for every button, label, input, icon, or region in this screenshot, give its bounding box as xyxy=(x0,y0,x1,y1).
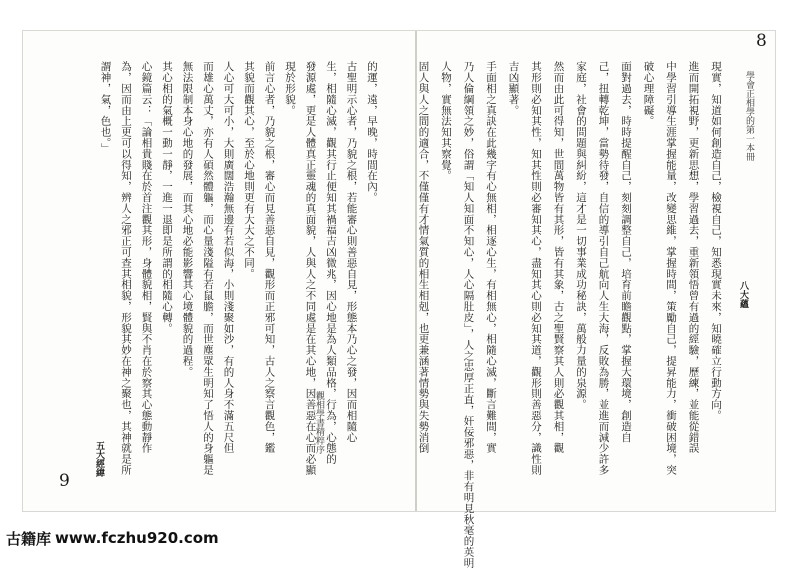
text-column: 發源處，更是人體真正靈魂的真面貌，人與人之不同處是在其心地，因善惡在心而必顯 xyxy=(304,61,317,476)
text-column: 的運，遠，早晚，時間在內。 xyxy=(366,61,378,203)
text-column: 而雄心萬丈，亦有人碩然體軀，而心量淺隘有若鼠膽，而世塵眾生明知了悟人的身軀是 xyxy=(202,61,214,476)
text-column: 乃人倫綱領之妙，俗謂「知人知面不知心，人心隔肚皮」，人之忠厚正直，奸佞邪惡，非有明見秋毫的英明 xyxy=(462,61,475,568)
right-page-number: 8 xyxy=(756,31,767,51)
watermark-site-name: 古籍库 xyxy=(6,529,52,548)
text-column: 為，因而由上更可以得知，辨人之邪正可查其相貌，形貌其妙在神之聚也，其神就是所 xyxy=(120,61,132,476)
text-column: 心鏡篇云：「論相貴賤在於首注觀其形，身體貌相，賢與不肖在於察其心態動靜作 xyxy=(140,61,153,454)
text-column: 吉凶顯著。 xyxy=(507,61,520,116)
right-page-header: 學會正相學的第一本冊 xyxy=(744,71,754,161)
text-column: 其心相的氣概一動一靜，一進一退即是所謂的相隨心轉。 xyxy=(161,61,173,334)
text-column: 現於形貌。 xyxy=(284,61,296,116)
text-column: 古聖明示心者，乃貌之根，若能審心則善惡自見，形態本乃心之發，因而相隨心 xyxy=(345,61,358,443)
text-column: 人心可大可小，大則廣闊浩瀚無邊有若似海，小則淺聚如沙，有的人身不滿五尺但 xyxy=(222,61,235,454)
watermark-url: www.fczhu920.com xyxy=(55,529,219,547)
right-corner-mark: 八大蘊 xyxy=(738,281,748,308)
text-column: 手面相之真訣在此幾字有心無相，相逐心生，有相無心，相隨心滅，斷言難間，實 xyxy=(485,61,497,454)
text-column: 其形則必知其性，知其性則必審知其心，盡知其心則必知其道，觀形則善惡分，識性則 xyxy=(530,61,542,476)
site-watermark xyxy=(0,524,225,552)
text-column: 家庭，社會的問題與糾紛，這才是一切事業成功秘訣，萬般力量的泉源。 xyxy=(575,61,587,410)
text-column: 進而開拓視野，更新思想，學習過去，重新領悟曾有過的經驗，歷練，並能從錯誤 xyxy=(687,61,700,454)
text-column: 然而由此可得知，世間萬物皆有其形，皆有其象，古之聖賢察其人則必觀其相，觀 xyxy=(552,61,565,454)
text-column: 前言心者，乃貌之根，審心而見善惡自見，觀形而正邪可知，古人之察言觀色，鑑 xyxy=(263,61,276,454)
text-column: 面對過去，時時提醒自己，刻刻調整自己，培育前瞻觀點，掌握大環境，創造自 xyxy=(620,61,632,443)
text-column: 其貌而觀其心，至於心地則更有大大之不同。 xyxy=(243,61,255,279)
text-column: 無法限制本身心地的發展，而其心地必能影響其心境體貌的過程。 xyxy=(181,61,194,378)
left-corner-mark: 五大經緯 xyxy=(94,441,104,477)
text-column: 中學習引導生涯掌握能量，改變思維，掌握時間，策勵自己，提昇能力，衝破困境，突 xyxy=(665,61,677,476)
left-page-header: 觀相學書精粹序 xyxy=(314,391,324,454)
text-column: 生，相隨心滅，觀其行止便知其禍福吉凶微兆，因心地是為人類品格，行為，心態的 xyxy=(325,61,337,465)
text-column: 人物，實無法知其察覺。 xyxy=(440,61,452,181)
text-column: 現實，知道如何創造自己，檢視自己，知悉現實未來，知曉確立行動方向。 xyxy=(710,61,722,421)
text-column: 破心理障礙。 xyxy=(642,61,655,127)
text-column: 固人與人之間的適合，不僅僅有才情氣質的相生相剋，也更兼涵著情勢與失勢消倒 xyxy=(417,61,430,454)
text-column: 己，扭轉乾坤，當勢待發，自信的導引自己航向人生大海，反敗為勝，並進而減少許多 xyxy=(597,61,610,476)
left-page-number: 9 xyxy=(59,471,70,491)
text-column: 謂神，氣，色也。」 xyxy=(99,61,112,154)
